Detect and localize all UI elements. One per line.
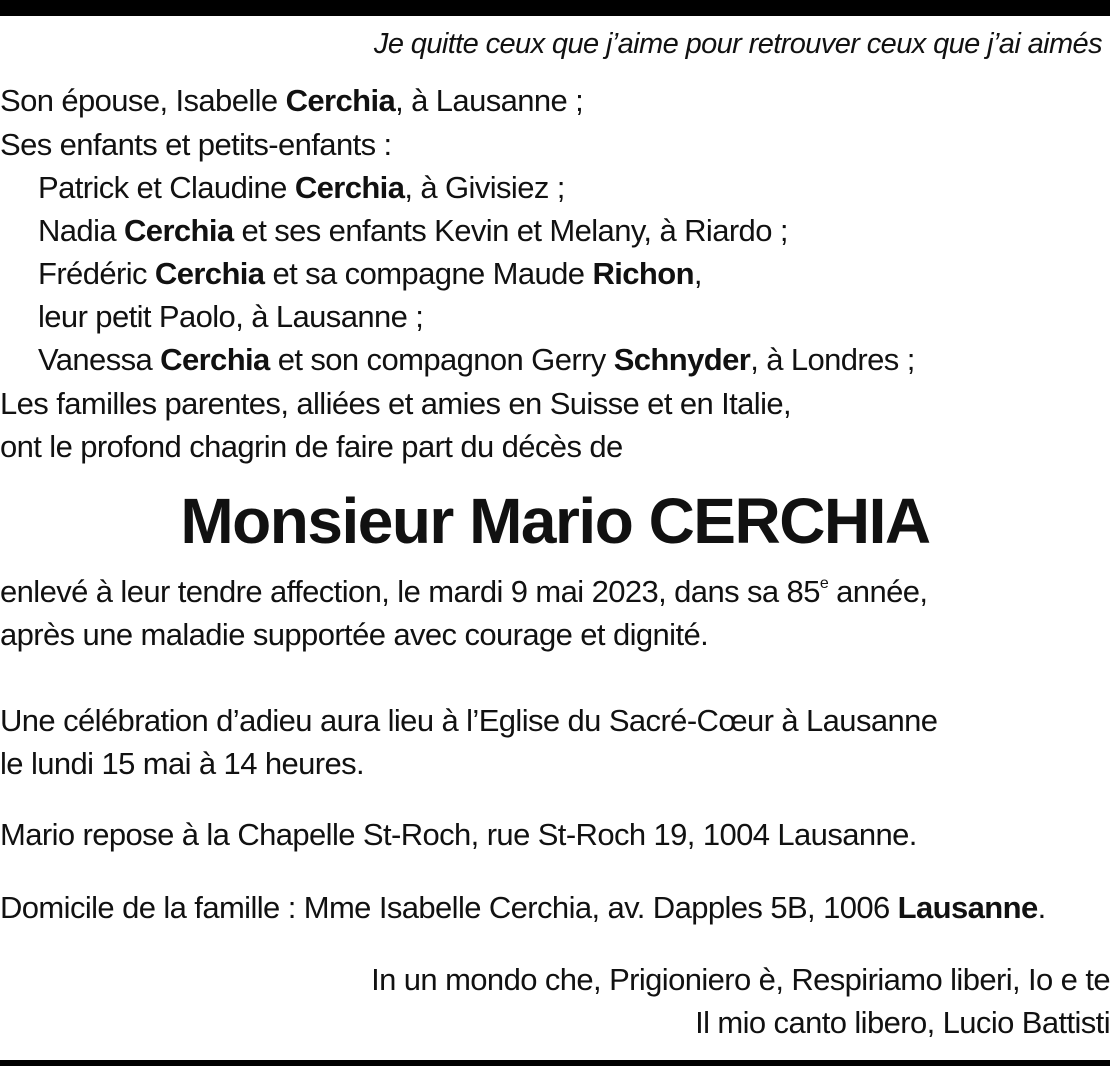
child-line-continued: leur petit Paolo, à Lausanne ;	[38, 299, 424, 334]
closing-quote-attribution: Il mio canto libero, Lucio Battisti	[695, 1005, 1110, 1040]
deceased-name: Monsieur Mario CERCHIA	[180, 485, 930, 557]
ceremony-line-2: le lundi 15 mai à 14 heures.	[0, 746, 365, 781]
family-domicile: Domicile de la famille : Mme Isabelle Cerchia, av. Dapples 5B, 1006 Lausanne.	[0, 890, 1046, 925]
rest-location: Mario repose à la Chapelle St-Roch, rue St-Roch 19, 1004 Lausanne.	[0, 817, 917, 852]
epigraph: Je quitte ceux que j’aime pour retrouver ceux que j’ai aimés	[373, 28, 1102, 60]
top-border	[0, 0, 1110, 16]
child-line: Vanessa Cerchia et son compagnon Gerry Schnyder, à Londres ;	[38, 342, 915, 377]
child-line: Patrick et Claudine Cerchia, à Givisiez ;	[38, 170, 565, 205]
child-line: Nadia Cerchia et ses enfants Kevin et Melany, à Riardo ;	[38, 213, 788, 248]
spouse-line: Son épouse, Isabelle Cerchia, à Lausanne ;	[0, 83, 584, 118]
closing-quote-line: In un mondo che, Prigioniero è, Respiriamo liberi, Io e te	[371, 962, 1110, 997]
bottom-border	[0, 1060, 1110, 1066]
child-line: Frédéric Cerchia et sa compagne Maude Richon,	[38, 256, 702, 291]
relatives-line: Les familles parentes, alliées et amies en Suisse et en Italie,	[0, 386, 792, 421]
announcement-line: ont le profond chagrin de faire part du décès de	[0, 429, 623, 464]
ceremony-line: Une célébration d’adieu aura lieu à l’Eglise du Sacré-Cœur à Lausanne	[0, 703, 938, 738]
death-line-2: après une maladie supportée avec courage et dignité.	[0, 617, 709, 652]
death-line: enlevé à leur tendre affection, le mardi 9 mai 2023, dans sa 85e année,	[0, 574, 928, 609]
children-intro: Ses enfants et petits-enfants :	[0, 127, 392, 162]
